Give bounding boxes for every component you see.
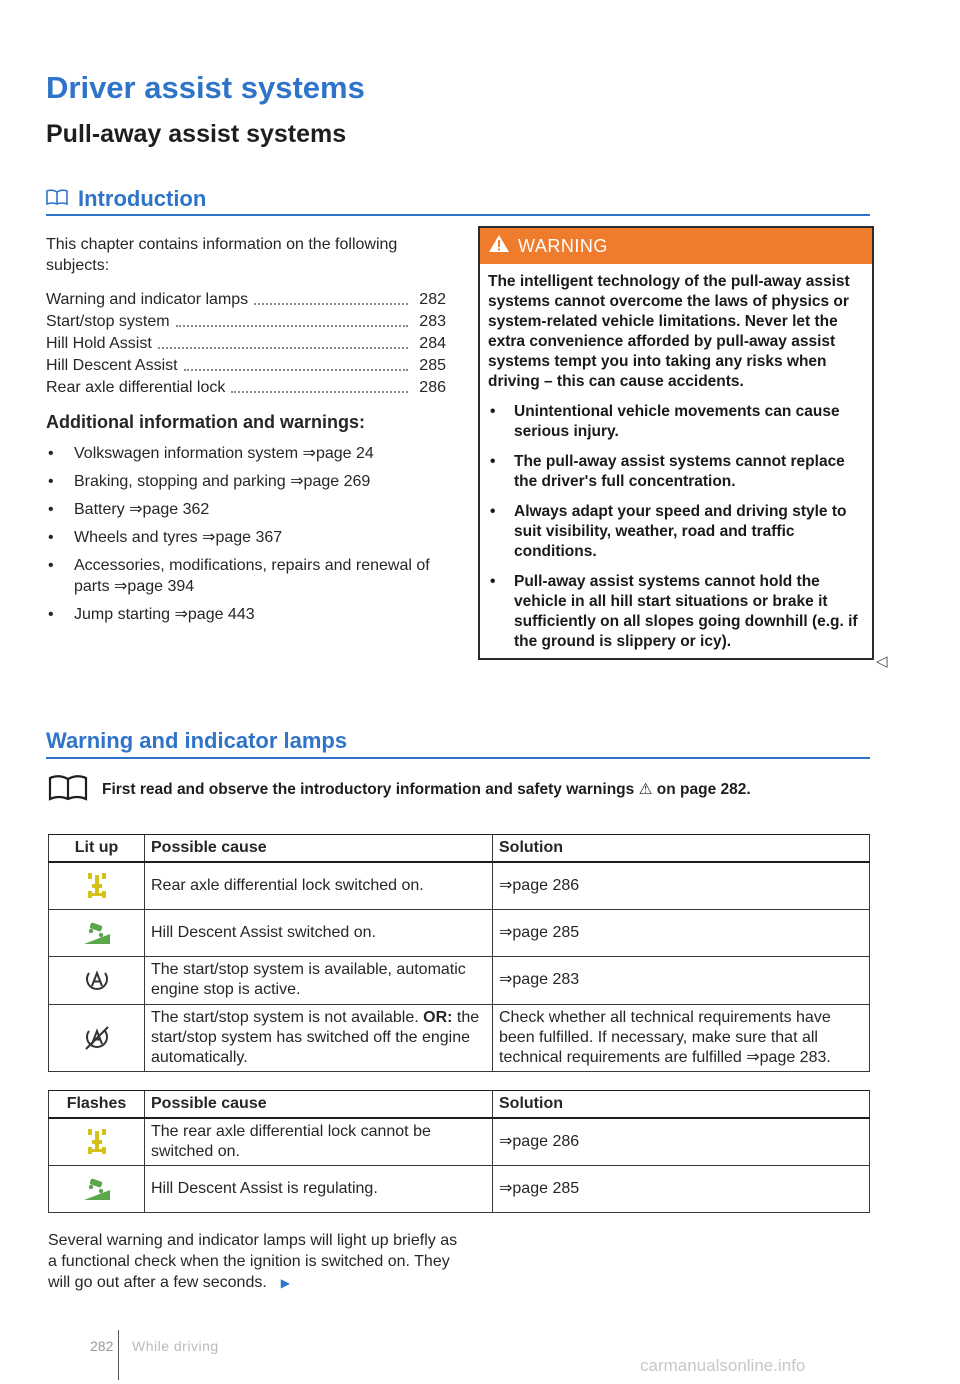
list-item[interactable] (46, 555, 446, 597)
cause-cell: Hill Descent Assist switched on. (145, 909, 493, 956)
intro-heading (46, 186, 206, 212)
warning-item-text: Unintentional vehicle movements can cause serious injury. (514, 403, 840, 440)
bullet-dot: • (490, 573, 496, 590)
table-row (49, 862, 870, 909)
warning-item (488, 402, 864, 442)
bullet-dot: • (490, 403, 496, 420)
section-end-mark: ◁ (876, 653, 888, 670)
list-item-text: Accessories, modifications, repairs and renewal of parts ⇒page 394 (74, 557, 430, 595)
continue-arrow-icon: ▶ (280, 1276, 291, 1290)
watermark: carmanualsonline.info (640, 1356, 806, 1375)
bullet-dot: • (48, 501, 54, 518)
cause-cell: The start/stop system is available, automatic engine stop is active. (145, 956, 493, 1004)
warning-item (488, 452, 864, 492)
toc-page: 286 (419, 379, 446, 396)
page-number: 282 (90, 1338, 114, 1354)
list-item-text: Jump starting ⇒page 443 (74, 606, 255, 623)
cause-cell (145, 1004, 493, 1071)
functional-check-note (48, 1230, 468, 1294)
warning-item-text: Always adapt your speed and driving style to suit visibility, weather, road and traffic conditions. (514, 503, 847, 560)
solution-cell[interactable]: ⇒page 285 (493, 909, 870, 956)
table-row (49, 956, 870, 1004)
warning-item (488, 502, 864, 562)
first-read-note (48, 772, 751, 807)
toc-leader (184, 369, 408, 371)
toc-row[interactable] (46, 354, 446, 376)
table-row (49, 1118, 870, 1166)
toc-row[interactable] (46, 332, 446, 354)
chapter-title: Driver assist systems (46, 70, 365, 105)
list-item-text: Volkswagen information system ⇒page 24 (74, 445, 374, 462)
hill-descent-icon (55, 1176, 138, 1202)
toc-label: Hill Descent Assist (46, 357, 178, 374)
bullet-dot: • (490, 503, 496, 520)
intro-lead: This chapter contains information on the following subjects: (46, 236, 398, 274)
solution-cell[interactable]: Check whether all technical requirements have been fulfilled. If necessary, make sure that all technical requirements are fulfilled ⇒page 283. (493, 1004, 870, 1071)
col-header: Possible cause (145, 1091, 493, 1119)
solution-cell[interactable]: ⇒page 285 (493, 1166, 870, 1213)
list-item[interactable] (46, 443, 446, 464)
toc-label: Start/stop system (46, 313, 170, 330)
col-header: Possible cause (145, 835, 493, 863)
toc-row[interactable] (46, 310, 446, 332)
list-item[interactable] (46, 471, 446, 492)
bullet-dot: • (48, 606, 54, 623)
intro-divider (46, 214, 870, 216)
toc-leader (254, 303, 408, 305)
solution-cell[interactable]: ⇒page 286 (493, 1118, 870, 1166)
warning-body (480, 264, 872, 658)
lit-lamps-table (48, 834, 870, 1072)
solution-cell[interactable]: ⇒page 286 (493, 862, 870, 909)
table-row (49, 1004, 870, 1071)
toc-label: Warning and indicator lamps (46, 291, 249, 308)
differential-lock-icon (55, 1127, 138, 1157)
bullet-dot: • (48, 529, 54, 546)
intro-heading-text: Introduction (78, 186, 207, 211)
additional-heading: Additional information and warnings: (46, 412, 365, 432)
lamp-cell (49, 1166, 145, 1213)
table-row (49, 1166, 870, 1213)
warning-item-text: Pull-away assist systems cannot hold the vehicle in all hill start situations or brake it sufficiently on all slopes going downhill (e.g. if the ground is slippery or icy). (514, 573, 858, 650)
toc-label: Rear axle differential lock (46, 379, 226, 396)
book-icon (46, 186, 68, 212)
bullet-dot: • (48, 445, 54, 462)
list-item-text: Wheels and tyres ⇒page 367 (74, 529, 283, 546)
cause-text: The start/stop system is not available. (151, 1008, 424, 1026)
col-header: Flashes (49, 1091, 145, 1119)
lamp-cell (49, 862, 145, 909)
toc-page: 283 (419, 313, 446, 330)
toc-row[interactable] (46, 288, 446, 310)
toc-page: 282 (419, 291, 446, 308)
additional-list (46, 443, 446, 625)
section-title: Pull-away assist systems (46, 120, 347, 148)
first-read-text: First read and observe the introductory information and safety warnings ⚠ on page 282. (102, 781, 751, 798)
col-header: Solution (493, 835, 870, 863)
start-stop-icon (55, 967, 138, 993)
warning-header (480, 228, 872, 264)
lamps-heading: Warning and indicator lamps (46, 728, 348, 753)
cause-text: the start/stop system has switched off the engine automatically. (151, 1008, 480, 1066)
flash-lamps-table (48, 1090, 870, 1213)
table-header-row (49, 1091, 870, 1119)
toc-leader (231, 391, 408, 393)
lamp-cell (49, 956, 145, 1004)
warning-lead: The intelligent technology of the pull-away assist systems cannot overcome the laws of physics or system-related vehicle limitations. Never let the extra convenience afforded by pull-away assist systems tempt you into taking any risks when driving – this can cause accidents. (488, 273, 850, 390)
book-icon (48, 772, 88, 807)
lamp-cell (49, 1118, 145, 1166)
toc-row[interactable] (46, 376, 446, 398)
intro-column (46, 234, 446, 632)
cause-cell: Rear axle differential lock switched on. (145, 862, 493, 909)
toc-label: Hill Hold Assist (46, 335, 152, 352)
table-header-row (49, 835, 870, 863)
toc-page: 284 (419, 335, 446, 352)
toc-leader (176, 325, 408, 327)
warning-item-text: The pull-away assist systems cannot replace the driver's full concentration. (514, 453, 845, 490)
list-item[interactable] (46, 527, 446, 548)
list-item-text: Braking, stopping and parking ⇒page 269 (74, 473, 371, 490)
bullet-dot: • (48, 473, 54, 490)
footer-divider (118, 1330, 119, 1380)
differential-lock-icon (55, 871, 138, 901)
warning-box (478, 226, 874, 660)
bullet-dot: • (490, 453, 496, 470)
col-header: Lit up (49, 835, 145, 863)
running-head: While driving (132, 1338, 219, 1354)
lamp-cell (49, 909, 145, 956)
cause-cell: Hill Descent Assist is regulating. (145, 1166, 493, 1213)
toc-leader (158, 347, 408, 349)
note-text: Several warning and indicator lamps will light up briefly as a functional check when the ignition is switched on. They will go out after a few seconds. (48, 1232, 458, 1291)
table-row (49, 909, 870, 956)
list-item-text: Battery ⇒page 362 (74, 501, 210, 518)
or-label: OR: (423, 1008, 453, 1026)
toc-page: 285 (419, 357, 446, 374)
solution-cell[interactable]: ⇒page 283 (493, 956, 870, 1004)
warning-item (488, 572, 864, 652)
warning-title: WARNING (518, 235, 608, 256)
bullet-dot: • (48, 557, 54, 574)
toc-list (46, 288, 446, 398)
list-item[interactable] (46, 499, 446, 520)
col-header: Solution (493, 1091, 870, 1119)
lamp-cell (49, 1004, 145, 1071)
list-item[interactable] (46, 604, 446, 625)
cause-cell: The rear axle differential lock cannot be switched on. (145, 1118, 493, 1166)
start-stop-off-icon (55, 1024, 138, 1052)
hill-descent-icon (55, 920, 138, 946)
warning-triangle-icon (488, 234, 510, 258)
lamps-divider (46, 757, 870, 759)
